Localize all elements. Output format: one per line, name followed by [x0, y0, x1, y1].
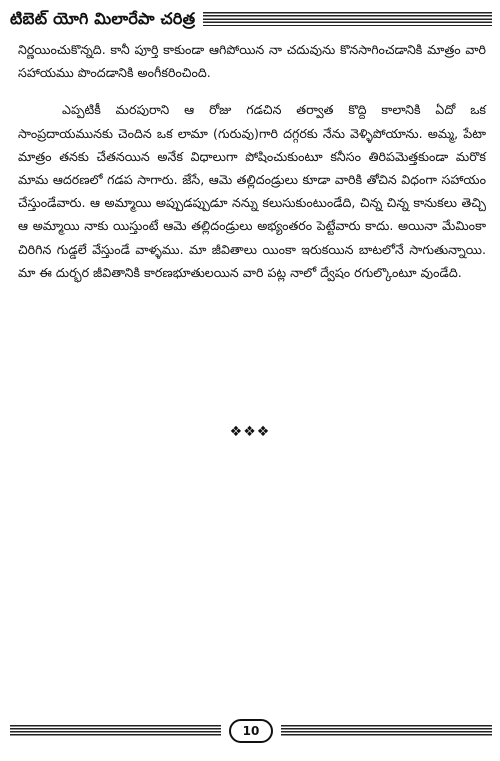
- running-header: [10, 8, 492, 32]
- page-number: 10: [229, 719, 273, 743]
- page-footer: [10, 717, 492, 745]
- paragraph-2: ఎప్పటికీ మరపురాని ఆ రోజు గడచిన తర్వాత కొద్ది కాలానికి ఏదో ఒక సాంప్రదాయమునకు చెందిన ఒక లామా (గురువు)గారి దగ్గరకు నేను వెళ్ళిపోయాను. అమ్మ, పేటా మాత్రం తనకు చేతనయిన అనేక విధాలుగా పోషించుకుంటూ కనీసం తిరిపమెత్తకుండా మరొక మామ ఆదరణలో గడప సాగారు. జేసే, ఆమె తల్లిదండ్రులు కూడా వారికి తోచిన విధంగా సహాయం చేస్తుండేవారు. ఆ అమ్మాయి అప్పుడప్పుడూ నన్ను కలుసుకుంటుండేది, చిన్న చిన్న కానుకలు తెచ్చి ఆ అమ్మాయి నాకు యిస్తుంటే ఆమె తల్లిదండ్రులు అభ్యంతరం పెట్టేవారు కాదు. అయినా మేమింకా చిరిగిన గుడ్డలే వేస్తుండే వాళ్ళము. మా జీవితాలు యింకా ఇరుకయిన బాటలోనే సాగుతున్నాయి. మా ఈ దుర్భర జీవితానికి కారణభూతులయిన వారి పట్ల నాలో ద్వేషం రగుల్కొంటూ వుండేది.: [18, 102, 486, 280]
- header-rule: [203, 12, 492, 28]
- footer-rule-left: [10, 725, 221, 737]
- paragraph-1: నిర్ణయించుకొన్నది. కానీ పూర్తి కాకుండా ఆగిపోయిన నా చదువును కొనసాగించడానికి మాత్రం వారి సహాయము పొందడానికి అంగీకరించింది.: [18, 42, 486, 81]
- footer-rule-right: [281, 725, 492, 737]
- section-ornament: ❖❖❖: [229, 424, 271, 440]
- book-title: టిబెట్ యోగి మిలారేపా చరిత్ర: [10, 8, 196, 28]
- body-text: [18, 38, 486, 284]
